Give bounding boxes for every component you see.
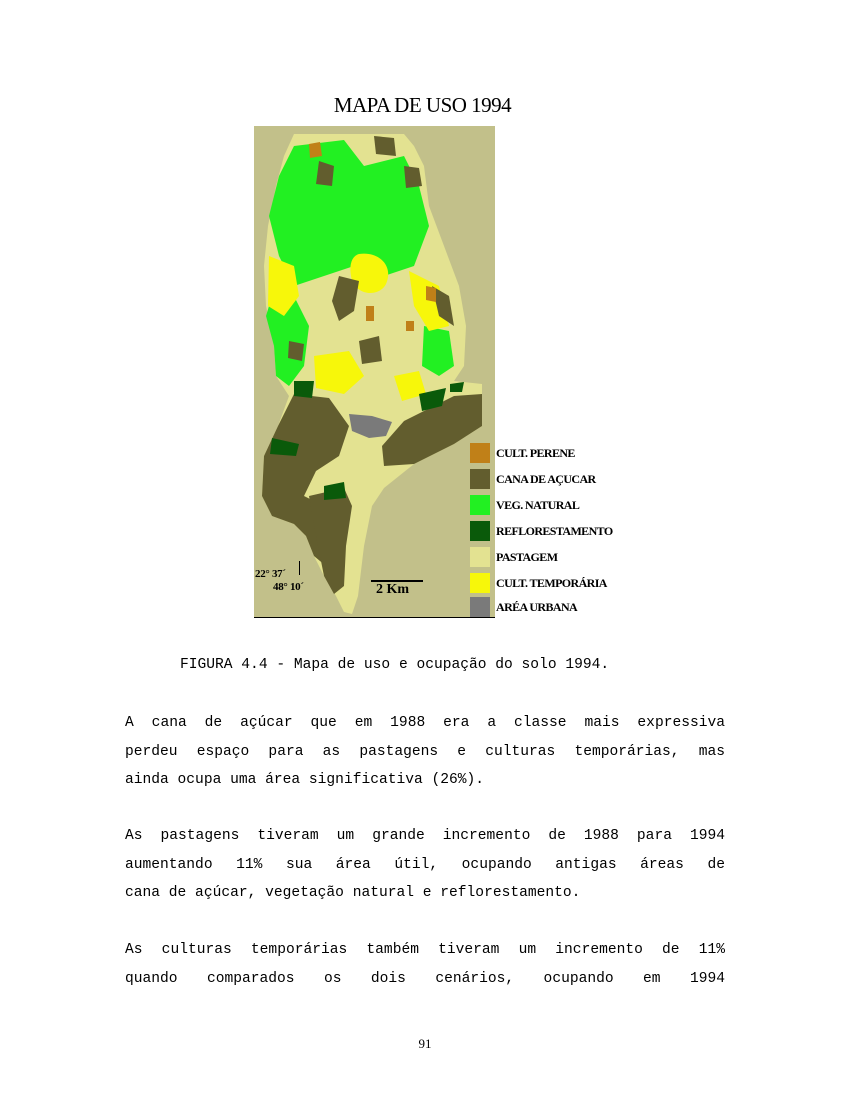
page-number: 91: [418, 1036, 432, 1051]
legend-label: REFLORESTAMENTO: [496, 524, 613, 538]
reflorestamento-1: [294, 381, 314, 398]
veg-natural-north: [269, 140, 429, 286]
longitude-label: 48° 10´: [273, 581, 304, 593]
legend-item-area-urbana: [470, 597, 650, 617]
paragraph-line: aumentando 11% sua área útil, ocupando antigas áreas de: [125, 856, 725, 873]
paragraph-line: ainda ocupa uma área significativa (26%).: [125, 772, 485, 788]
cult-perene-1: [309, 142, 322, 158]
cana-patch-6: [288, 341, 304, 361]
legend-swatch: [470, 521, 490, 541]
paragraph-line: As culturas temporárias também tiveram um incremento de 11%: [125, 942, 725, 958]
legend-item-cana-de-acucar: [470, 469, 650, 489]
legend-item-reflorestamento: [470, 521, 650, 541]
land-use-map: [254, 126, 495, 618]
coordinate-tick: [299, 561, 300, 575]
paragraph-line: quando comparados os dois cenários, ocupando em 1994: [125, 970, 725, 987]
legend-label: ARÉA URBANA: [496, 600, 578, 614]
figure-caption: FIGURA 4.4 - Mapa de uso e ocupação do solo 1994.: [180, 657, 610, 673]
legend-label: VEG. NATURAL: [496, 498, 580, 512]
latitude-label: 22° 37´: [255, 568, 286, 580]
cana-patch-7: [374, 136, 396, 156]
cana-patch-5: [359, 336, 382, 364]
legend-label: PASTAGEM: [496, 550, 558, 564]
legend-swatch: [470, 573, 490, 593]
scale-label: 2 Km: [376, 582, 410, 597]
paragraph: [125, 709, 725, 795]
legend-item-cult-temporaria: [470, 573, 650, 593]
legend-swatch: [470, 597, 490, 617]
legend-swatch: [470, 469, 490, 489]
legend-swatch: [470, 547, 490, 567]
legend-item-cult-perene: [470, 443, 650, 463]
cult-perene-2: [426, 286, 436, 302]
paragraph-line: cana de açúcar, vegetação natural e reflorestamento.: [125, 885, 581, 901]
paragraph-line: A cana de açúcar que em 1988 era a classe mais expressiva: [125, 715, 725, 731]
legend-label: CULT. PERENE: [496, 446, 575, 460]
paragraph: [125, 936, 725, 993]
legend-swatch: [470, 495, 490, 515]
legend-label: CANA DE AÇUCAR: [496, 472, 596, 486]
paragraph: [125, 822, 725, 908]
paragraph-line: perdeu espaço para as pastagens e culturas temporárias, mas: [125, 743, 725, 760]
map-bottom-border: [254, 617, 495, 618]
map-title: MAPA DE USO 1994: [333, 93, 512, 117]
legend-label: CULT. TEMPORÁRIA: [496, 576, 607, 590]
cult-perene-4: [406, 321, 414, 331]
legend-item-pastagem: [470, 547, 650, 567]
paragraph-line: As pastagens tiveram um grande incremento de 1988 para 1994: [125, 828, 725, 844]
cult-perene-3: [366, 306, 374, 321]
veg-natural-east: [422, 326, 454, 376]
legend-item-veg-natural: [470, 495, 650, 515]
legend-swatch: [470, 443, 490, 463]
